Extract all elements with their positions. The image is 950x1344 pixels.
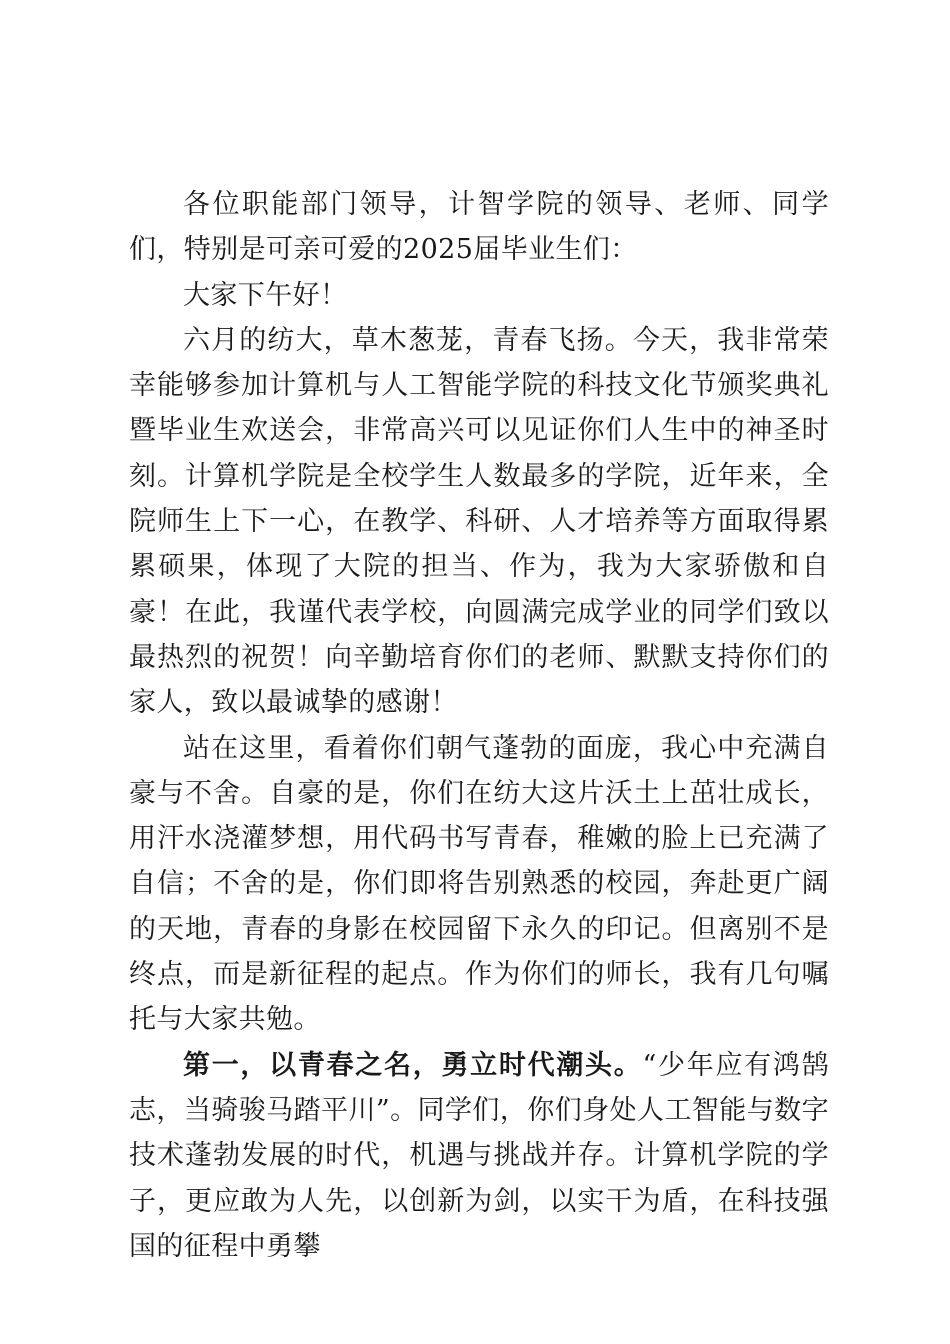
opening-paragraph	[129, 318, 829, 726]
point-one-text: “少年应有鸿鹄志，当骑骏马踏平川”。同学们，你们身处人工智能与数字技术蓬勃发展的时代，机遇与挑战并存。计算机学院的学子，更应敢为人先，以创新为剑，以实干为盾，在科技强国的征程中勇攀	[129, 1049, 829, 1262]
salutation-paragraph	[129, 182, 829, 273]
point-one-paragraph	[129, 1043, 829, 1269]
salutation-text: 各位职能部门领导，计智学院的领导、老师、同学们，特别是可亲可爱的2025届毕业生们：	[129, 189, 829, 266]
greeting-text: 大家下午好！	[183, 279, 348, 311]
opening-text: 六月的纺大，草木葱茏，青春飞扬。今天，我非常荣幸能够参加计算机与人工智能学院的科技文化节颁奖典礼暨毕业生欢送会，非常高兴可以见证你们人生中的神圣时刻。计算机学院是全校学生人数最多的学院，近年来，全院师生上下一心，在教学、科研、人才培养等方面取得累累硕果，体现了大院的担当、作为，我为大家骄傲和自豪！在此，我谨代表学校，向圆满完成学业的同学们致以最热烈的祝贺！向辛勤培育你们的老师、默默支持你们的家人，致以最诚挚的感谢！	[129, 324, 829, 719]
farewell-paragraph	[129, 726, 829, 1043]
farewell-text: 站在这里，看着你们朝气蓬勃的面庞，我心中充满自豪与不舍。自豪的是，你们在纺大这片沃土上茁壮成长，用汗水浇灌梦想，用代码书写青春，稚嫩的脸上已充满了自信；不舍的是，你们即将告别熟悉的校园，奔赴更广阔的天地，青春的身影在校园留下永久的印记。但离别不是终点，而是新征程的起点。作为你们的师长，我有几句嘱托与大家共勉。	[129, 732, 829, 1036]
greeting-paragraph	[129, 273, 829, 318]
document-body	[129, 182, 829, 1269]
point-one-heading: 第一，以青春之名，勇立时代潮头。	[183, 1049, 643, 1081]
